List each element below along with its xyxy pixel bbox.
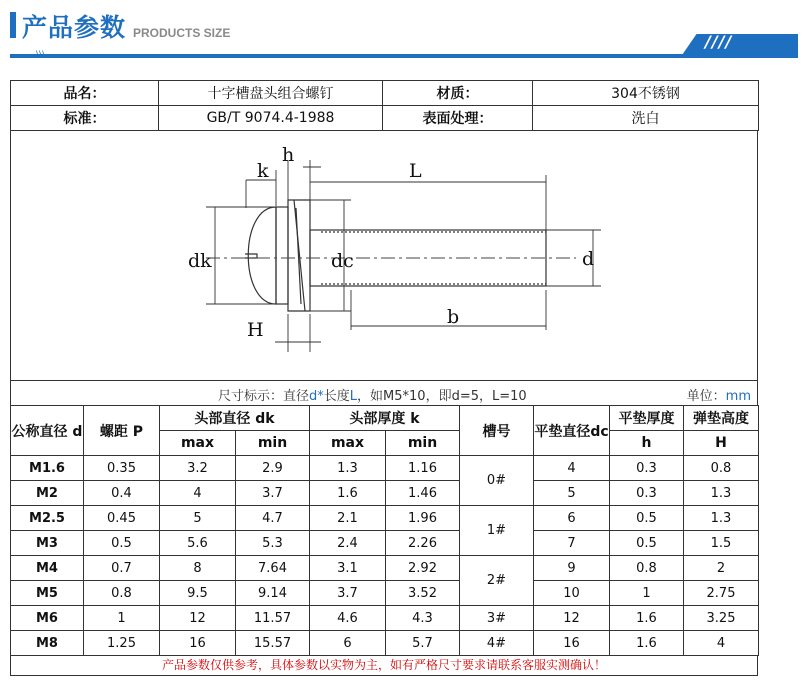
cell-dkmin: 11.57 bbox=[236, 606, 310, 631]
cell-kmin: 1.96 bbox=[386, 506, 460, 531]
cell-dc: 10 bbox=[534, 581, 610, 606]
material-label: 材质： bbox=[383, 81, 533, 106]
cell-h: 0.3 bbox=[610, 456, 684, 481]
cell-kmin: 2.26 bbox=[386, 531, 460, 556]
cell-kmax: 3.1 bbox=[310, 556, 386, 581]
table-header-row bbox=[11, 406, 759, 431]
col-washer-dia: 平垫直径dc bbox=[534, 406, 610, 456]
cell-p: 0.5 bbox=[84, 531, 160, 556]
dim-dc-label: dc bbox=[331, 250, 354, 272]
screw-slot bbox=[245, 254, 257, 258]
cell-H: 4 bbox=[684, 631, 759, 656]
sub-dk-min: min bbox=[236, 431, 310, 456]
cell-p: 0.35 bbox=[84, 456, 160, 481]
flat-washer bbox=[276, 207, 288, 304]
table-row bbox=[11, 606, 759, 631]
cell-dc: 5 bbox=[534, 481, 610, 506]
table-row bbox=[11, 581, 759, 606]
cell-kmax: 6 bbox=[310, 631, 386, 656]
cell-dkmax: 3.2 bbox=[160, 456, 236, 481]
cell-d: M2.5 bbox=[11, 506, 84, 531]
dim-h-label: h bbox=[282, 144, 295, 166]
cell-h: 0.5 bbox=[610, 506, 684, 531]
cell-p: 0.7 bbox=[84, 556, 160, 581]
table-row bbox=[11, 481, 759, 506]
cell-dkmin: 2.9 bbox=[236, 456, 310, 481]
cell-kmax: 2.4 bbox=[310, 531, 386, 556]
cell-H: 0.8 bbox=[684, 456, 759, 481]
cell-kmin: 2.92 bbox=[386, 556, 460, 581]
dim-b-label: b bbox=[447, 306, 460, 328]
surface-label: 表面处理： bbox=[383, 106, 533, 131]
col-slot: 槽号 bbox=[460, 406, 534, 456]
decor-slashes: //// bbox=[705, 32, 733, 51]
cell-kmax: 1.6 bbox=[310, 481, 386, 506]
header-tab-decor bbox=[680, 34, 798, 58]
cell-kmax: 2.1 bbox=[310, 506, 386, 531]
cell-p: 0.8 bbox=[84, 581, 160, 606]
cell-slot: 1# bbox=[460, 506, 534, 556]
cell-dkmin: 4.7 bbox=[236, 506, 310, 531]
cell-kmin: 3.52 bbox=[386, 581, 460, 606]
screw-drawing bbox=[11, 130, 757, 380]
table-row bbox=[11, 456, 759, 481]
cell-p: 0.45 bbox=[84, 506, 160, 531]
cell-H: 1.5 bbox=[684, 531, 759, 556]
cell-h: 1.6 bbox=[610, 606, 684, 631]
cell-dkmax: 4 bbox=[160, 481, 236, 506]
dim-dk-label: dk bbox=[188, 250, 212, 272]
name-label: 品名： bbox=[11, 81, 159, 106]
cell-dkmax: 8 bbox=[160, 556, 236, 581]
sub-k-max: max bbox=[310, 431, 386, 456]
col-washer-thk: 平垫厚度 bbox=[610, 406, 684, 431]
cell-dc: 9 bbox=[534, 556, 610, 581]
cell-dkmax: 5.6 bbox=[160, 531, 236, 556]
cell-d: M2 bbox=[11, 481, 84, 506]
cell-kmin: 5.7 bbox=[386, 631, 460, 656]
cell-slot: 2# bbox=[460, 556, 534, 606]
cell-d: M3 bbox=[11, 531, 84, 556]
cell-d: M5 bbox=[11, 581, 84, 606]
surface-value: 洗白 bbox=[533, 106, 759, 131]
spec-row bbox=[11, 81, 759, 106]
cell-h: 1 bbox=[610, 581, 684, 606]
cell-dc: 6 bbox=[534, 506, 610, 531]
sub-washer-h: h bbox=[610, 431, 684, 456]
cell-h: 0.8 bbox=[610, 556, 684, 581]
cell-dc: 4 bbox=[534, 456, 610, 481]
cell-dc: 16 bbox=[534, 631, 610, 656]
cell-dkmin: 15.57 bbox=[236, 631, 310, 656]
cell-H: 2.75 bbox=[684, 581, 759, 606]
cell-dkmax: 9.5 bbox=[160, 581, 236, 606]
col-head-dia: 头部直径 dk bbox=[160, 406, 310, 431]
spec-table bbox=[10, 80, 759, 131]
cell-h: 0.3 bbox=[610, 481, 684, 506]
table-row bbox=[11, 631, 759, 656]
cell-d: M8 bbox=[11, 631, 84, 656]
cell-h: 1.6 bbox=[610, 631, 684, 656]
dim-k-label: k bbox=[257, 160, 269, 182]
cell-kmin: 1.46 bbox=[386, 481, 460, 506]
disclaimer: 产品参数仅供参考，具体参数以实物为主，如有严格尺寸要求请联系客服实测确认！ bbox=[10, 655, 758, 676]
cell-dc: 7 bbox=[534, 531, 610, 556]
cell-slot: 4# bbox=[460, 631, 534, 656]
col-nominal: 公称直径 d bbox=[11, 406, 84, 456]
spec-row bbox=[11, 106, 759, 131]
dim-d-label: d bbox=[582, 248, 595, 270]
cell-kmax: 1.3 bbox=[310, 456, 386, 481]
cell-dkmin: 9.14 bbox=[236, 581, 310, 606]
cell-p: 0.4 bbox=[84, 481, 160, 506]
section-subtitle: PRODUCTS SIZE bbox=[133, 26, 231, 40]
cell-dc: 12 bbox=[534, 606, 610, 631]
cell-kmax: 3.7 bbox=[310, 581, 386, 606]
screw-drawing-panel bbox=[10, 130, 758, 381]
cell-dkmax: 12 bbox=[160, 606, 236, 631]
col-pitch: 螺距 P bbox=[84, 406, 160, 456]
section-title: 产品参数 bbox=[22, 13, 127, 42]
cell-H: 1.3 bbox=[684, 506, 759, 531]
cell-d: M6 bbox=[11, 606, 84, 631]
table-row bbox=[11, 506, 759, 531]
dim-H-label: H bbox=[247, 319, 264, 341]
standard-label: 标准： bbox=[11, 106, 159, 131]
cell-H: 1.3 bbox=[684, 481, 759, 506]
cell-H: 2 bbox=[684, 556, 759, 581]
cell-h: 0.5 bbox=[610, 531, 684, 556]
table-row bbox=[11, 531, 759, 556]
screw-head bbox=[248, 207, 276, 304]
col-head-thk: 头部厚度 k bbox=[310, 406, 460, 431]
table-row bbox=[11, 556, 759, 581]
sub-dk-max: max bbox=[160, 431, 236, 456]
name-value: 十字槽盘头组合螺钉 bbox=[159, 81, 383, 106]
material-value: 304不锈钢 bbox=[533, 81, 759, 106]
sub-spring-H: H bbox=[684, 431, 759, 456]
cell-p: 1.25 bbox=[84, 631, 160, 656]
sub-k-min: min bbox=[386, 431, 460, 456]
cell-slot: 3# bbox=[460, 606, 534, 631]
cell-dkmax: 16 bbox=[160, 631, 236, 656]
header-divider bbox=[10, 54, 798, 58]
dimension-table bbox=[10, 405, 759, 656]
unit-note: 单位：mm bbox=[686, 389, 751, 404]
size-note-row bbox=[10, 381, 758, 405]
cell-d: M1.6 bbox=[11, 456, 84, 481]
cell-kmin: 4.3 bbox=[386, 606, 460, 631]
cell-dkmin: 3.7 bbox=[236, 481, 310, 506]
cell-H: 3.25 bbox=[684, 606, 759, 631]
size-note: 尺寸标示：直径d*长度L，如M5*10，即d=5，L=10 bbox=[218, 389, 527, 404]
col-spring-h: 弹垫高度 bbox=[684, 406, 759, 431]
cell-d: M4 bbox=[11, 556, 84, 581]
cell-dkmin: 7.64 bbox=[236, 556, 310, 581]
cell-kmax: 4.6 bbox=[310, 606, 386, 631]
title-bar-mark bbox=[10, 12, 16, 38]
cell-dkmax: 5 bbox=[160, 506, 236, 531]
cell-kmin: 1.16 bbox=[386, 456, 460, 481]
cell-slot: 0# bbox=[460, 456, 534, 506]
dim-L-label: L bbox=[409, 160, 422, 182]
standard-value: GB/T 9074.4-1988 bbox=[159, 106, 383, 131]
cell-p: 1 bbox=[84, 606, 160, 631]
cell-dkmin: 5.3 bbox=[236, 531, 310, 556]
section-header bbox=[0, 0, 808, 68]
